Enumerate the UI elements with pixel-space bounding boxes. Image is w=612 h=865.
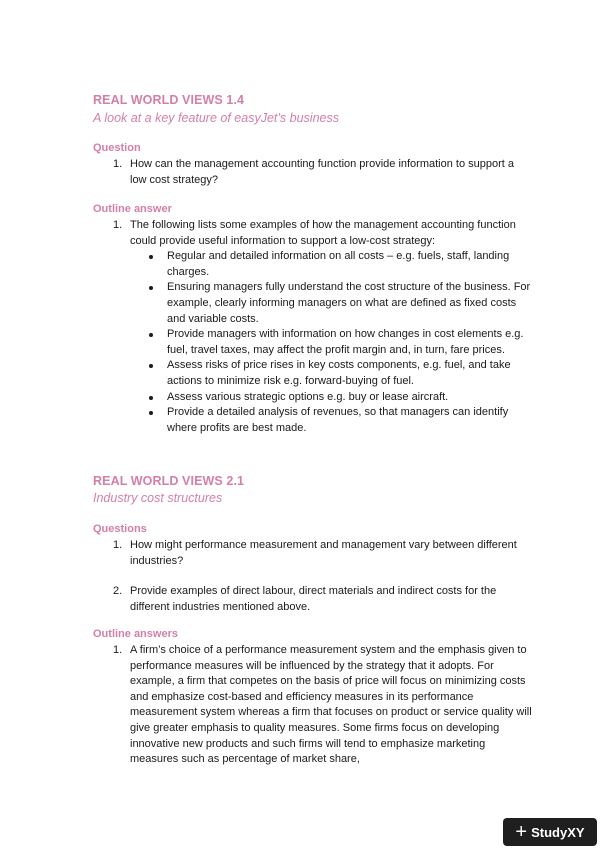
question-text: Provide examples of direct labour, direct materials and indirect costs for the different industries mentioned above. bbox=[130, 585, 497, 613]
outline-answers-label: Outline answers bbox=[93, 628, 178, 640]
bullet-item: Provide a detailed analysis of revenues, so that managers can identify where profits are best made. bbox=[130, 405, 533, 436]
plus-icon: + bbox=[515, 821, 528, 843]
questions-list bbox=[93, 538, 533, 569]
question-text: How might performance measurement and management vary between different industries? bbox=[130, 539, 517, 567]
list-item bbox=[93, 584, 533, 615]
bullet-list bbox=[130, 249, 533, 436]
answer-intro: The following lists some examples of how the management accounting function could provide useful information to support a low-cost strategy: bbox=[130, 219, 516, 247]
list-item bbox=[93, 157, 533, 188]
section-subtitle-rwv-2-1: Industry cost structures bbox=[93, 491, 223, 505]
item-number: 1. bbox=[113, 219, 123, 231]
bullet-item: Ensuring managers fully understand the cost structure of the business. For example, clearly informing managers on what are defined as fixed costs and variable costs. bbox=[130, 280, 533, 327]
item-number: 2. bbox=[113, 585, 123, 597]
item-number: 1. bbox=[113, 539, 123, 551]
bullet-item: Regular and detailed information on all costs – e.g. fuels, staff, landing charges. bbox=[130, 249, 533, 280]
bullet-item: Assess risks of price rises in key costs components, e.g. fuel, and take actions to minimize risk e.g. forward-buying of fuel. bbox=[130, 358, 533, 389]
question-text: How can the management accounting function provide information to support a low cost strategy? bbox=[130, 158, 515, 186]
answer-text: A firm’s choice of a performance measurement system and the emphasis given to performance measures will be influenced by the strategy that it adopts. For example, a firm that competes on the basis of price will focus on minimizing costs and emphasize cost-based and efficiency measures in its performance measurement system whereas a firm that focuses on product or service quality will give greater emphasis to quality measures. Some firms focus on developing innovative new products and such firms will tend to emphasize marketing measures such as percentage of market share, bbox=[130, 644, 532, 766]
section-subtitle-rwv-1-4: A look at a key feature of easyJet’s business bbox=[93, 111, 339, 125]
outline-answer-label: Outline answer bbox=[93, 203, 172, 215]
logo-text: StudyXY bbox=[531, 824, 585, 840]
section-title-rwv-2-1: REAL WORLD VIEWS 2.1 bbox=[93, 474, 245, 488]
item-number: 1. bbox=[113, 158, 123, 170]
bullet-item: Assess various strategic options e.g. buy or lease aircraft. bbox=[130, 390, 533, 406]
list-item bbox=[93, 538, 533, 569]
questions-list-continued bbox=[93, 584, 533, 615]
bullet-item: Provide managers with information on how changes in cost elements e.g. fuel, travel taxes, may affect the profit margin and, in turn, fare prices. bbox=[130, 327, 533, 358]
list-item bbox=[93, 643, 533, 768]
answers-list bbox=[93, 643, 533, 768]
studyxy-logo bbox=[503, 818, 597, 846]
list-item bbox=[93, 218, 533, 436]
answer-list bbox=[93, 218, 533, 436]
question-list bbox=[93, 157, 533, 188]
questions-label: Questions bbox=[93, 523, 147, 535]
item-number: 1. bbox=[113, 644, 123, 656]
question-label: Question bbox=[93, 142, 141, 154]
section-title-rwv-1-4: REAL WORLD VIEWS 1.4 bbox=[93, 93, 245, 107]
